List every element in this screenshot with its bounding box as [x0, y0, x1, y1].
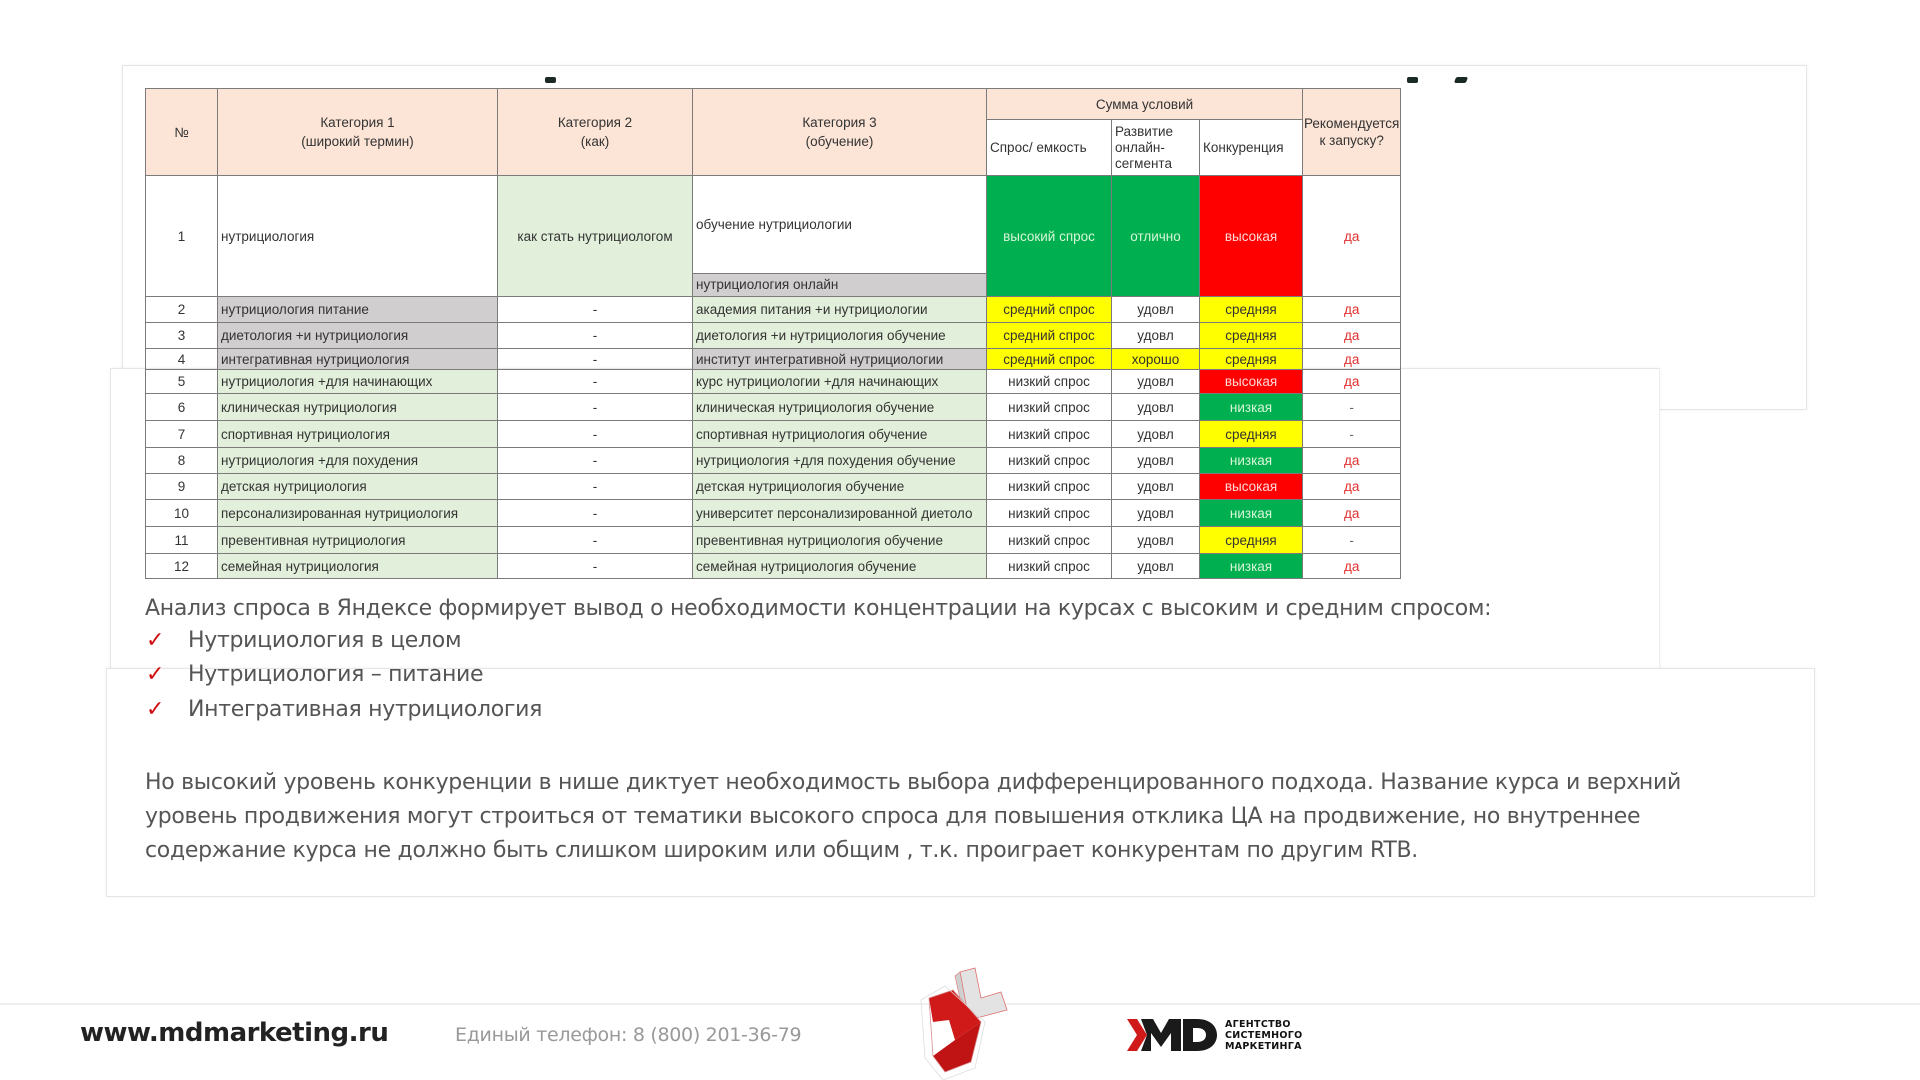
logo-line: СИСТЕМНОГО: [1225, 1029, 1303, 1041]
logo-tagline: [1225, 1019, 1302, 1052]
cube-arrow-logo-icon: [915, 960, 1025, 1080]
cell-category-1: нутрициология +для начинающих: [218, 370, 498, 394]
bullet-text: Нутрициология в целом: [188, 628, 462, 653]
cell-demand: низкий спрос: [987, 370, 1112, 394]
table-row: [146, 394, 1401, 421]
company-logo: [1127, 1015, 1302, 1055]
cell-demand: средний спрос: [987, 349, 1112, 370]
cell-num: 4: [146, 349, 218, 370]
cell-online-segment: удовл: [1112, 474, 1200, 500]
cell-num: 5: [146, 370, 218, 394]
cell-num: 2: [146, 297, 218, 323]
cell-category-2: как стать нутрициологом: [498, 176, 693, 297]
cell-online-segment: удовл: [1112, 394, 1200, 421]
cell-category-3: семейная нутрициология обучение: [693, 554, 987, 579]
cell-competition: средняя: [1200, 421, 1303, 448]
cell-recommended: -: [1303, 394, 1401, 421]
logo-line: АГЕНТСТВО: [1225, 1018, 1291, 1030]
cell-online-segment: хорошо: [1112, 349, 1200, 370]
cell-recommended: да: [1303, 297, 1401, 323]
cell-demand: низкий спрос: [987, 394, 1112, 421]
cell-category-2: -: [498, 323, 693, 349]
cell-category-1: интегративная нутрициология: [218, 349, 498, 370]
header-category-3: [693, 89, 987, 176]
cell-num: 12: [146, 554, 218, 579]
table-row: [146, 297, 1401, 323]
header-conditions-group: Сумма условий: [987, 89, 1303, 120]
cell-num: 8: [146, 448, 218, 474]
cell-category-2: -: [498, 448, 693, 474]
header-category-1-title: Категория 1: [320, 115, 395, 130]
header-online-segment: Развитие онлайн-сегмента: [1112, 120, 1200, 176]
header-recommended: Рекомендуется к запуску?: [1303, 89, 1401, 176]
cell-category-3: детская нутрициология обучение: [693, 474, 987, 500]
cell-num: 6: [146, 394, 218, 421]
checkmark-icon: ✓: [146, 662, 165, 687]
bullet-text: Нутрициология – питание: [188, 662, 484, 687]
table-row: [146, 500, 1401, 527]
cell-category-3: [693, 176, 987, 297]
cell-online-segment: отлично: [1112, 176, 1200, 297]
cell-recommended: да: [1303, 349, 1401, 370]
table-row: [146, 323, 1401, 349]
header-competition: Конкуренция: [1200, 120, 1303, 176]
cell-competition: низкая: [1200, 448, 1303, 474]
cell-demand: средний спрос: [987, 297, 1112, 323]
cell-category-3: нутрициология +для похудения обучение: [693, 448, 987, 474]
md-logo-icon: [1127, 1015, 1219, 1055]
header-category-2: [498, 89, 693, 176]
cell-online-segment: удовл: [1112, 323, 1200, 349]
cell-category-3-extra: нутрициология онлайн: [693, 273, 986, 296]
cell-num: 3: [146, 323, 218, 349]
cell-competition: низкая: [1200, 500, 1303, 527]
cell-demand: низкий спрос: [987, 474, 1112, 500]
cell-category-2: -: [498, 394, 693, 421]
cell-category-2: -: [498, 349, 693, 370]
conclusion-paragraph: Но высокий уровень конкуренции в нише диктует необходимость выбора дифференцированного подхода. Название курса и верхний уровень продвижения могут строиться от тематики высокого спроса для повышения отклика ЦА на продвижение, но внутреннее содержание курса не должно быть слишком широким или общим , т.к. проиграет конкурентам по другим RTB.: [145, 770, 1682, 863]
cell-demand: низкий спрос: [987, 448, 1112, 474]
cell-category-2: -: [498, 554, 693, 579]
cell-competition: средняя: [1200, 349, 1303, 370]
cell-category-3: академия питания +и нутрициологии: [693, 297, 987, 323]
cell-category-1: нутрициология питание: [218, 297, 498, 323]
cell-category-1: персонализированная нутрициология: [218, 500, 498, 527]
cell-online-segment: удовл: [1112, 421, 1200, 448]
cell-recommended: да: [1303, 323, 1401, 349]
cell-category-2: -: [498, 297, 693, 323]
cell-category-1: детская нутрициология: [218, 474, 498, 500]
cell-competition: средняя: [1200, 527, 1303, 554]
cell-demand: низкий спрос: [987, 554, 1112, 579]
cell-demand: низкий спрос: [987, 500, 1112, 527]
cell-competition: высокая: [1200, 176, 1303, 297]
cell-category-3: спортивная нутрициология обучение: [693, 421, 987, 448]
cell-online-segment: удовл: [1112, 448, 1200, 474]
checkmark-icon: ✓: [146, 628, 165, 653]
table-row: [146, 527, 1401, 554]
checkmark-icon: ✓: [146, 697, 165, 722]
demand-analysis-table: [145, 88, 1401, 579]
cell-num: 11: [146, 527, 218, 554]
cell-num: 7: [146, 421, 218, 448]
table-row: [146, 349, 1401, 370]
cell-category-2: -: [498, 527, 693, 554]
bullet-item: [146, 662, 483, 687]
cell-num: 1: [146, 176, 218, 297]
cell-category-2: -: [498, 474, 693, 500]
header-category-1: [218, 89, 498, 176]
cell-category-1: клиническая нутрициология: [218, 394, 498, 421]
header-category-2-subtitle: (как): [580, 134, 610, 149]
table-row: [146, 370, 1401, 394]
cell-online-segment: удовл: [1112, 527, 1200, 554]
cell-category-1: спортивная нутрициология: [218, 421, 498, 448]
cell-recommended: да: [1303, 474, 1401, 500]
cell-online-segment: удовл: [1112, 500, 1200, 527]
bullet-item: [146, 697, 542, 722]
cell-recommended: -: [1303, 421, 1401, 448]
header-category-3-subtitle: (обучение): [805, 134, 874, 149]
cell-category-3-main: обучение нутрициологии: [696, 217, 852, 232]
table-row: [146, 176, 1401, 297]
cell-category-3: диетология +и нутрициология обучение: [693, 323, 987, 349]
cell-category-1: диетология +и нутрициология: [218, 323, 498, 349]
cell-num: 9: [146, 474, 218, 500]
cell-category-3: университет персонализированной диетоло: [693, 500, 987, 527]
header-category-3-title: Категория 3: [802, 115, 877, 130]
table-row: [146, 474, 1401, 500]
cell-recommended: да: [1303, 554, 1401, 579]
cell-category-3: курс нутрициологии +для начинающих: [693, 370, 987, 394]
header-demand: Спрос/ емкость: [987, 120, 1112, 176]
cell-recommended: да: [1303, 448, 1401, 474]
cell-recommended: да: [1303, 176, 1401, 297]
cell-online-segment: удовл: [1112, 554, 1200, 579]
website-link[interactable]: www.mdmarketing.ru: [80, 1018, 389, 1048]
cell-recommended: да: [1303, 370, 1401, 394]
cell-category-1: превентивная нутрициология: [218, 527, 498, 554]
cell-competition: средняя: [1200, 323, 1303, 349]
cell-recommended: -: [1303, 527, 1401, 554]
phone-number: Единый телефон: 8 (800) 201-36-79: [455, 1024, 802, 1046]
cell-category-3: институт интегративной нутрициологии: [693, 349, 987, 370]
summary-intro: Анализ спроса в Яндексе формирует вывод о необходимости концентрации на курсах с высоким и средним спросом:: [145, 596, 1492, 621]
cell-num: 10: [146, 500, 218, 527]
cell-competition: низкая: [1200, 394, 1303, 421]
cell-demand: низкий спрос: [987, 527, 1112, 554]
cell-recommended: да: [1303, 500, 1401, 527]
cell-competition: высокая: [1200, 474, 1303, 500]
cell-category-3: клиническая нутрициология обучение: [693, 394, 987, 421]
cell-category-3: превентивная нутрициология обучение: [693, 527, 987, 554]
cell-category-1: семейная нутрициология: [218, 554, 498, 579]
cell-category-2: -: [498, 500, 693, 527]
cell-demand: высокий спрос: [987, 176, 1112, 297]
table-row: [146, 448, 1401, 474]
bullet-text: Интегративная нутрициология: [188, 697, 543, 722]
cell-category-2: -: [498, 370, 693, 394]
cell-demand: низкий спрос: [987, 421, 1112, 448]
table-row: [146, 554, 1401, 579]
artifact-mark: [1407, 77, 1418, 83]
cell-category-1: нутрициология: [218, 176, 498, 297]
header-num: №: [146, 89, 218, 176]
cell-online-segment: удовл: [1112, 370, 1200, 394]
cell-category-1: нутрициология +для похудения: [218, 448, 498, 474]
cell-competition: низкая: [1200, 554, 1303, 579]
cell-demand: средний спрос: [987, 323, 1112, 349]
cell-competition: высокая: [1200, 370, 1303, 394]
table-row: [146, 421, 1401, 448]
bullet-item: [146, 628, 461, 653]
artifact-mark: [545, 77, 556, 83]
header-category-2-title: Категория 2: [557, 115, 633, 130]
cell-category-2: -: [498, 421, 693, 448]
logo-line: МАРКЕТИНГА: [1225, 1040, 1302, 1052]
cell-online-segment: удовл: [1112, 297, 1200, 323]
header-category-1-subtitle: (широкий термин): [301, 134, 414, 149]
cell-competition: средняя: [1200, 297, 1303, 323]
